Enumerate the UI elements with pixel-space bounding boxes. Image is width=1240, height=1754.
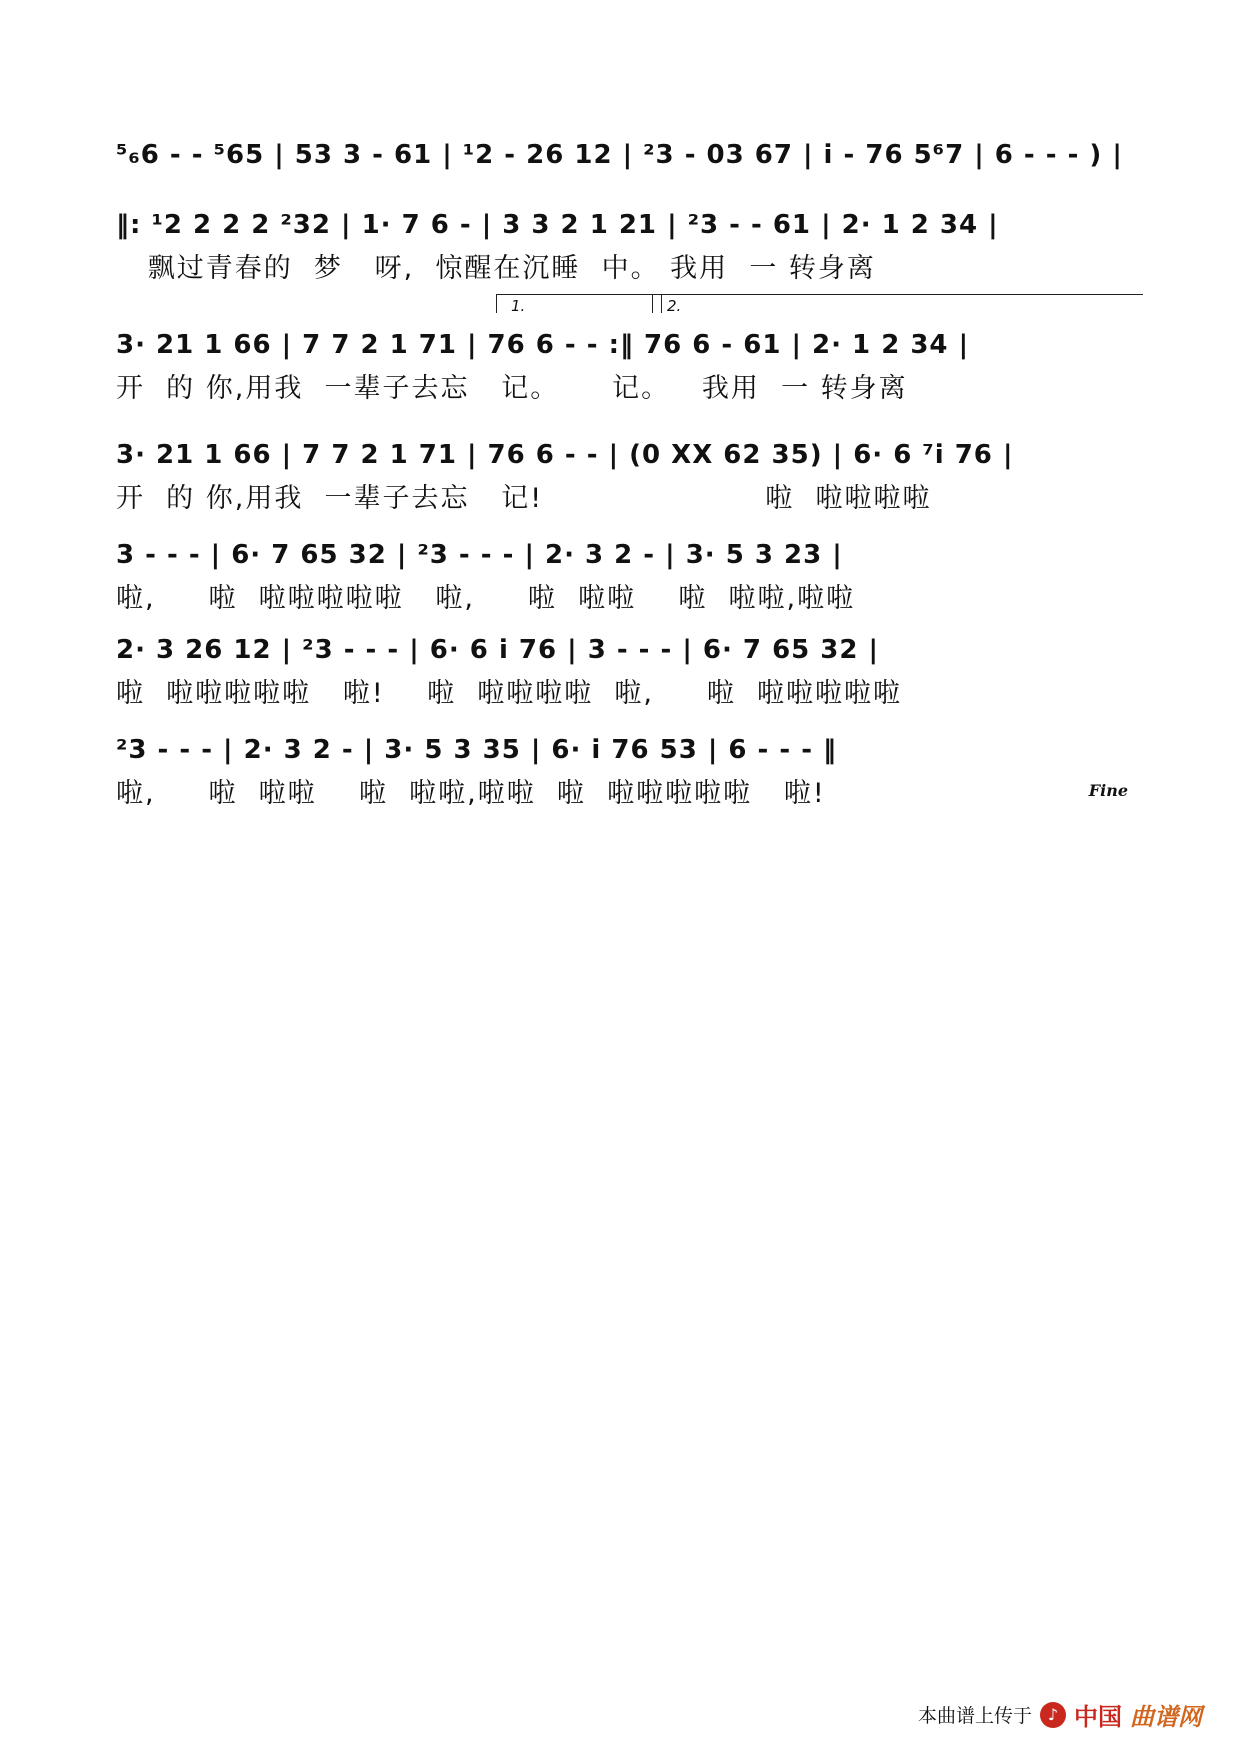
score-system-1: [116, 138, 1128, 172]
notation-line: ⁵₆6 - - ⁵65 | 53 3 - 61 | ¹2 - 26 12 | ²3 - 03 67 | i̇ - 76 5⁶7 | 6 - - - ) |: [116, 140, 1123, 170]
score-system-7: [116, 733, 1128, 811]
score-system-3: [116, 297, 1128, 406]
score-system-4: [116, 438, 1128, 516]
lyrics-line: 啦 啦啦啦啦啦 啦! 啦 啦啦啦啦 啦, 啦 啦啦啦啦啦: [116, 678, 903, 709]
notation-line: 3· 21 1 66 | 7 7 2 1 71 | 76 6 - - :‖ 76 6 - 61 | 2· 1 2 34 |: [116, 330, 970, 360]
notation-line: 2· 3 26 12 | ²3 - - - | 6· 6 i̇ 76 | 3 - - - | 6· 7 65 32 |: [116, 635, 880, 665]
site-logo-text-b: 曲谱网: [1130, 1703, 1202, 1731]
volta-label: 2.: [667, 297, 682, 315]
volta-bracket-first: [496, 294, 662, 313]
upload-footer: [918, 1697, 1202, 1732]
notation-line: 3 - - - | 6· 7 65 32 | ²3 - - - | 2· 3 2 - | 3· 5 3 23 |: [116, 540, 843, 570]
score-system-5: [116, 538, 1128, 616]
score-system-6: [116, 633, 1128, 711]
volta-label: 1.: [511, 297, 526, 315]
volta-bracket-second: [652, 294, 1143, 313]
upload-text: 本曲谱上传于: [917, 1705, 1032, 1727]
lyrics-line: 飘过青春的 梦 呀, 惊醒在沉睡 中。 我用 一 转身离: [116, 253, 876, 284]
notation-line: ²3 - - - | 2· 3 2 - | 3· 5 3 35 | 6· i̇ 76 53 | 6 - - - ‖: [116, 735, 838, 765]
score-system-2: [116, 208, 1128, 286]
lyrics-line: 啦, 啦 啦啦啦啦啦 啦, 啦 啦啦 啦 啦啦,啦啦: [116, 583, 856, 614]
lyrics-line: 开 的 你,用我 一辈子去忘 记! 啦 啦啦啦啦: [116, 483, 932, 514]
site-logo-text-a: 中国: [1074, 1703, 1122, 1731]
site-logo-icon: ♪: [1040, 1702, 1066, 1728]
notation-line: ‖: ¹2 2 2 2 ²32 | 1· 7 6 - | 3 3 2 1 21 | ²3 - - 61 | 2· 1 2 34 |: [116, 210, 999, 240]
notation-line: 3· 21 1 66 | 7 7 2 1 71 | 76 6 - - | (0 XX 62 35) | 6· 6 ⁷i̇ 76 |: [116, 440, 1014, 470]
lyrics-line: 开 的 你,用我 一辈子去忘 记。 记。 我用 一 转身离: [116, 373, 908, 404]
lyrics-line: 啦, 啦 啦啦 啦 啦啦,啦啦 啦 啦啦啦啦啦 啦!: [116, 778, 826, 809]
fine-marking: Fine: [1088, 781, 1128, 800]
